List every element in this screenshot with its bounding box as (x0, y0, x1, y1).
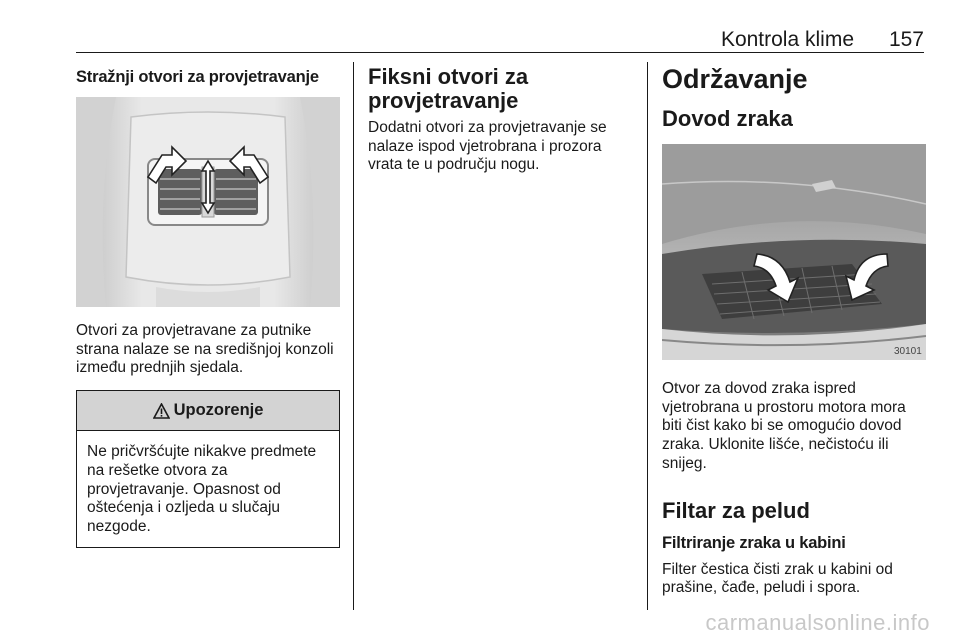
pollen-filter-description: Filter čestica čisti zrak u kabini od prašine, čađe, peludi i spora. (662, 560, 893, 597)
warning-title: Upozorenje (173, 401, 264, 420)
rear-vents-figure (76, 97, 340, 307)
section-title: Kontrola klime (720, 28, 854, 51)
column-divider-1 (353, 62, 354, 610)
rear-vents-description: Otvori za provjetravane za putnike strana nalaze se na središnjoj konzoli između prednjih sjedala. (76, 322, 334, 377)
column-1 (76, 62, 340, 548)
fixed-vents-description: Dodatni otvori za provjetravanje se nalaze ispod vjetrobrana i prozora vrata te u području nogu. (368, 119, 607, 174)
heading-air-intake: Dovod zraka (662, 106, 793, 131)
warning-header (77, 391, 339, 431)
warning-triangle-icon (153, 403, 170, 419)
air-intake-figure (662, 144, 926, 360)
warning-text: Ne pričvršćujte nikakve predmete na rešetke otvora za provjetravanje. Opasnost od oštećenja i ozljeda u slučaju nezgode. (87, 443, 317, 535)
column-3 (662, 62, 926, 598)
page-number: 157 (888, 28, 924, 51)
figure-label: 30101 (894, 346, 922, 357)
header-rule (76, 52, 924, 53)
heading-cabin-air-filtration: Filtriranje zraka u kabini (662, 533, 846, 552)
warning-box (76, 390, 340, 548)
column-2 (368, 62, 620, 175)
page-header (76, 28, 924, 56)
air-intake-description: Otvor za dovod zraka ispred vjetrobrana u prostoru motora mora biti čist kako bi se omogućio dovod zraka. Uklonite lišće, nečistoću ili snijeg. (662, 380, 906, 472)
heading-rear-vents: Stražnji otvori za provjetravanje (76, 68, 319, 86)
column-divider-2 (647, 62, 648, 610)
watermark: carmanualsonline.info (705, 610, 930, 635)
heading-pollen-filter: Filtar za pelud (662, 497, 810, 523)
heading-maintenance: Održavanje (662, 64, 808, 94)
heading-fixed-vents: Fiksni otvori za provjetravanje (368, 64, 529, 113)
